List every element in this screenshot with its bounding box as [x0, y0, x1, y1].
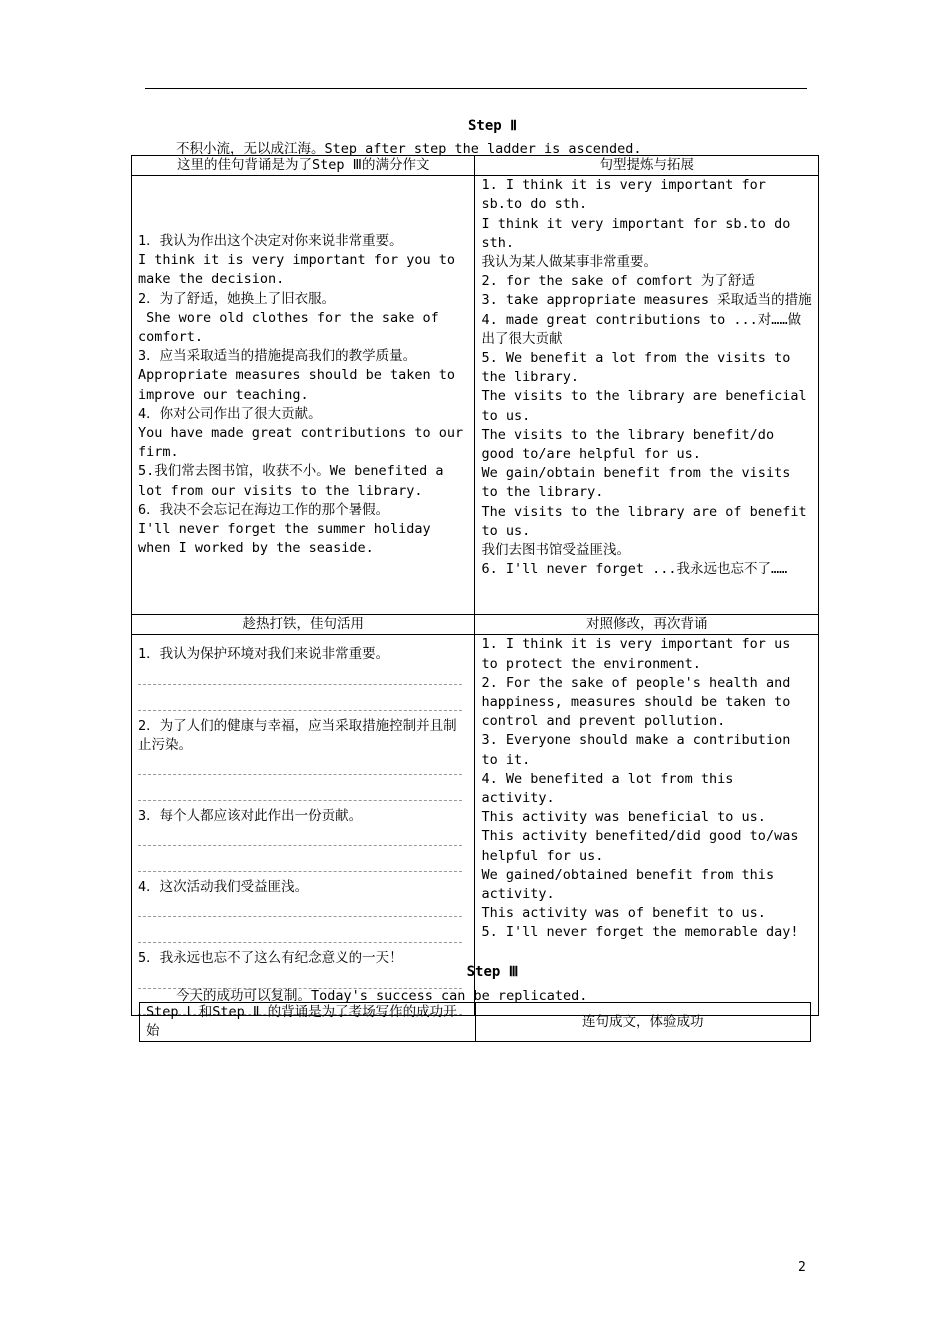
step3-title: Step Ⅲ — [466, 964, 519, 980]
answer-column — [475, 635, 819, 1015]
answer-line: This activity was of benefit to us. — [481, 905, 766, 922]
model-line: 4．你对公司作出了很大贡献。 — [138, 405, 322, 422]
header-right: 句型提炼与拓展 — [475, 156, 819, 176]
pattern-line: 3. take appropriate measures 采取适当的措施 — [481, 292, 812, 309]
model-line: 6．我决不会忘记在海边工作的那个暑假。 — [138, 501, 390, 518]
answer-blank[interactable] — [138, 781, 462, 801]
model-line: She wore old clothes for the sake of comfort. — [138, 309, 447, 345]
answer-line: 5. I'll never forget the memorable day! — [481, 924, 799, 941]
step2-table — [131, 155, 819, 1016]
answer-line: 1. I think it is very important for us to protect the environment. — [481, 636, 799, 672]
model-line: You have made great contributions to our firm. — [138, 425, 472, 461]
answer-blank[interactable] — [138, 755, 462, 775]
top-rule — [145, 88, 807, 89]
header-left: 这里的佳句背诵是为了Step Ⅲ的满分作文 — [132, 156, 475, 176]
pattern-line: We gain/obtain benefit from the visits to the library. — [481, 465, 799, 501]
answer-blank[interactable] — [138, 852, 462, 872]
answer-line: 2. For the sake of people's health and happiness, measures should be taken to control and prevent pollution. — [481, 674, 799, 730]
model-line: Appropriate measures should be taken to improve our teaching. — [138, 367, 464, 403]
exercise-prompt: 2．为了人们的健康与幸福，应当采取措施控制并且制止污染。 — [138, 717, 457, 753]
pattern-line: The visits to the library benefit/do good to/are helpful for us. — [481, 426, 783, 463]
exercise-prompt: 4．这次活动我们受益匪浅。 — [138, 879, 309, 896]
pattern-line: The visits to the library are of benefit to us. — [481, 503, 815, 539]
pattern-line: 2. for the sake of comfort 为了舒适 — [481, 273, 755, 290]
step3-table — [139, 1002, 811, 1042]
model-line: 3．应当采取适当的措施提高我们的教学质量。 — [138, 348, 417, 365]
answer-blank[interactable] — [138, 897, 462, 917]
answer-blank[interactable] — [138, 665, 462, 685]
step2-intro: 不积小流，无以成江海。Step after step the ladder is ascended. — [176, 141, 642, 157]
exercise-prompt: 1．我认为保护环境对我们来说非常重要。 — [138, 646, 390, 663]
model-sentences — [132, 176, 475, 615]
model-line: 1．我认为作出这个决定对你来说非常重要。 — [138, 232, 403, 249]
pattern-line: 我们去图书馆受益匪浅。 — [481, 542, 630, 559]
pattern-line: 我认为某人做某事非常重要。 — [481, 254, 657, 271]
answer-line: 3. Everyone should make a contribution to it. — [481, 732, 799, 768]
answer-line: This activity benefited/did good to/was helpful for us. — [481, 828, 807, 864]
pattern-line: 1. I think it is very important for sb.to do sth. — [481, 177, 775, 213]
pattern-line: The visits to the library are beneficial to us. — [481, 388, 815, 424]
header2-left: 趁热打铁，佳句活用 — [132, 615, 475, 635]
step2-title: Step Ⅱ — [467, 118, 518, 134]
header2-right: 对照修改，再次背诵 — [475, 615, 819, 635]
answer-line: This activity was beneficial to us. — [481, 809, 766, 826]
model-line: 2．为了舒适，她换上了旧衣服。 — [138, 290, 336, 307]
pattern-extension — [475, 176, 819, 615]
pattern-line: 4. made great contributions to ...对……做出了很大贡献 — [481, 311, 802, 347]
step3-right: 连句成文，体验成功 — [475, 1003, 811, 1042]
pattern-line: I think it very important for sb.to do sth. — [481, 215, 799, 251]
answer-blank[interactable] — [138, 826, 462, 846]
pattern-line: 6. I'll never forget ...我永远也忘不了…… — [481, 561, 788, 578]
model-line: I think it is very important for you to make the decision. — [138, 252, 464, 288]
page-number: 2 — [798, 1260, 806, 1275]
step3-left: Step Ⅰ 和Step Ⅱ 的背诵是为了考场写作的成功开始 — [140, 1003, 476, 1042]
step3-intro: 今天的成功可以复制。Today's success can be replicated. — [176, 988, 588, 1004]
model-line: I'll never forget the summer holiday when I worked by the seaside. — [138, 521, 439, 557]
answer-line: We gained/obtained benefit from this activity. — [481, 866, 783, 903]
model-line: 5.我们常去图书馆，收获不小。We benefited a lot from our visits to the library. — [138, 463, 452, 499]
answer-line: 4. We benefited a lot from this activity. — [481, 770, 742, 807]
exercise-prompt: 3．每个人都应该对此作出一份贡献。 — [138, 808, 363, 825]
answer-blank[interactable] — [138, 691, 462, 711]
exercise-column — [132, 635, 475, 1015]
answer-blank[interactable] — [138, 923, 462, 943]
pattern-line: 5. We benefit a lot from the visits to the library. — [481, 350, 799, 386]
exercise-prompt: 5．我永远也忘不了这么有纪念意义的一天！ — [138, 950, 403, 967]
